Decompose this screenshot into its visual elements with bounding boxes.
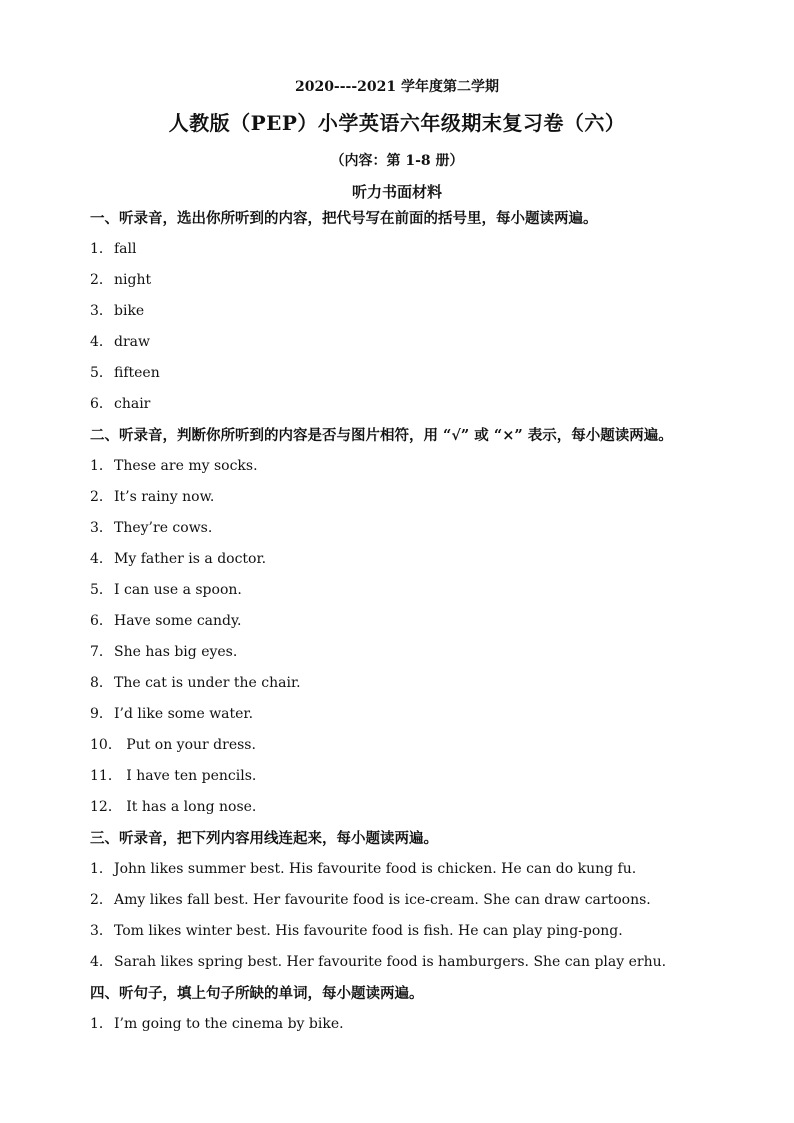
question-item: [90, 327, 770, 358]
question-text: She has big eyes.: [114, 644, 238, 660]
question-number: 1．: [90, 861, 113, 877]
question-text: Amy likes fall best. Her favourite food is ice-cream. She can draw cartoons.: [114, 892, 651, 908]
question-text: draw: [114, 334, 150, 350]
question-item: [90, 947, 770, 978]
page-title: 人教版（PEP）小学英语六年级期末复习卷（六）: [168, 111, 626, 135]
question-number: 12．: [90, 799, 122, 815]
question-number: 4．: [90, 334, 113, 350]
question-number: 3．: [90, 923, 113, 939]
question-text: It has a long nose.: [121, 799, 257, 815]
question-number: 8．: [90, 675, 113, 691]
question-item: [90, 854, 770, 885]
question-number: 2．: [90, 489, 113, 505]
question-item: [90, 699, 770, 730]
page-subtitle: （内容：第 1-8 册）: [330, 153, 464, 169]
listening-transcript: [90, 203, 770, 1040]
question-item: [90, 792, 770, 823]
question-number: 11．: [90, 768, 122, 784]
question-text: They’re cows.: [114, 520, 213, 536]
question-number: 2．: [90, 892, 113, 908]
question-item: [90, 513, 770, 544]
question-text: night: [114, 272, 152, 288]
question-item: [90, 1009, 770, 1040]
question-text: bike: [114, 303, 145, 319]
question-number: 2．: [90, 272, 113, 288]
question-text: Have some candy.: [114, 613, 242, 629]
question-text: Sarah likes spring best. Her favourite food is hamburgers. She can play erhu.: [114, 954, 667, 970]
question-number: 1．: [90, 458, 113, 474]
question-item: [90, 885, 770, 916]
question-text: fifteen: [114, 365, 160, 381]
question-number: 9．: [90, 706, 113, 722]
question-item: [90, 296, 770, 327]
question-item: [90, 637, 770, 668]
question-text: I have ten pencils.: [121, 768, 257, 784]
question-item: [90, 451, 770, 482]
question-text: I’d like some water.: [114, 706, 254, 722]
question-number: 3．: [90, 520, 113, 536]
question-number: 6．: [90, 396, 113, 412]
question-text: I can use a spoon.: [114, 582, 242, 598]
part-heading: 一、听录音，选出你所听到的内容，把代号写在前面的括号里，每小题读两遍。: [90, 210, 598, 227]
question-number: 7．: [90, 644, 113, 660]
question-item: [90, 234, 770, 265]
question-number: 1．: [90, 1016, 113, 1032]
question-number: 5．: [90, 365, 113, 381]
question-item: [90, 358, 770, 389]
question-number: 5．: [90, 582, 113, 598]
question-item: [90, 761, 770, 792]
question-text: John likes summer best. His favourite food is chicken. He can do kung fu.: [114, 861, 637, 877]
question-item: [90, 575, 770, 606]
question-number: 3．: [90, 303, 113, 319]
question-text: These are my socks.: [114, 458, 258, 474]
question-item: [90, 668, 770, 699]
question-item: [90, 482, 770, 513]
question-text: My father is a doctor.: [114, 551, 267, 567]
question-text: Tom likes winter best. His favourite food is fish. He can play ping-pong.: [114, 923, 623, 939]
part-heading: 三、听录音，把下列内容用线连起来，每小题读两遍。: [90, 830, 438, 847]
question-number: 1．: [90, 241, 113, 257]
section-title: 听力书面材料: [351, 183, 442, 201]
question-number: 10．: [90, 737, 122, 753]
question-text: The cat is under the chair.: [114, 675, 301, 691]
question-text: fall: [114, 241, 137, 257]
school-year: 2020----2021 学年度第二学期: [294, 79, 500, 95]
part-heading: 二、听录音，判断你所听到的内容是否与图片相符，用 “√” 或 “×” 表示，每小题读两遍。: [90, 427, 673, 444]
question-item: [90, 265, 770, 296]
question-text: chair: [114, 396, 151, 412]
question-text: I’m going to the cinema by bike.: [114, 1016, 344, 1032]
part-heading: 四、听句子，填上句子所缺的单词，每小题读两遍。: [90, 985, 424, 1002]
question-item: [90, 730, 770, 761]
question-number: 6．: [90, 613, 113, 629]
question-item: [90, 916, 770, 947]
question-text: It’s rainy now.: [114, 489, 215, 505]
question-item: [90, 389, 770, 420]
question-number: 4．: [90, 954, 113, 970]
question-item: [90, 544, 770, 575]
question-text: Put on your dress.: [121, 737, 256, 753]
question-item: [90, 606, 770, 637]
question-number: 4．: [90, 551, 113, 567]
